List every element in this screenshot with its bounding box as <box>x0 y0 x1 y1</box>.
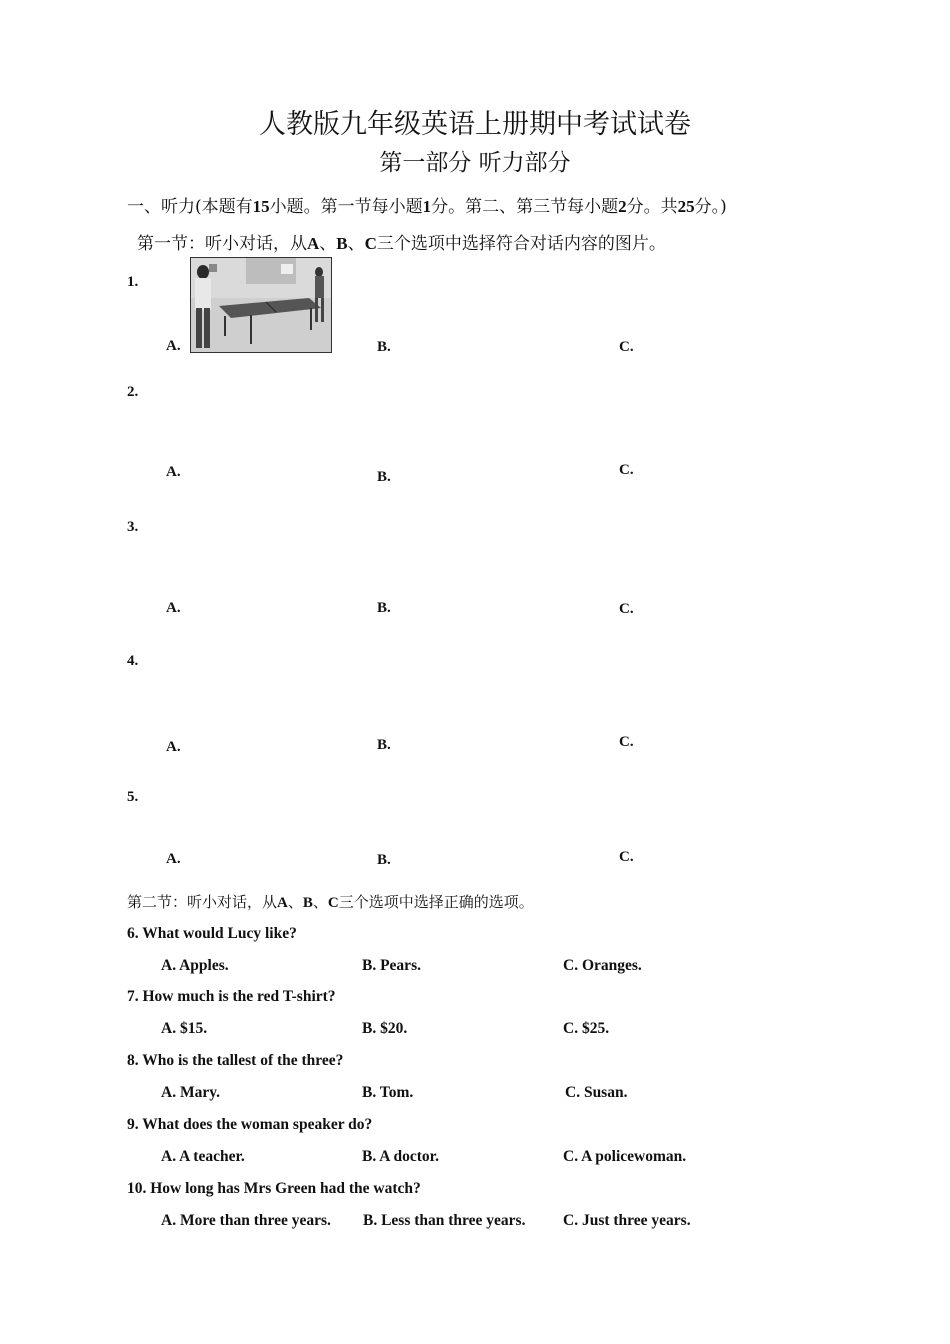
part1-n1: 15 <box>252 197 270 216</box>
question-text: 7. How much is the red T-shirt? <box>127 988 336 1005</box>
option-a: A. Mary. <box>161 1084 220 1101</box>
option-a-label: A. <box>166 338 181 354</box>
section2-sep1: 、 <box>287 893 303 911</box>
ping-pong-photo <box>190 257 332 353</box>
option-b: B. Tom. <box>362 1084 414 1101</box>
part1-mid3: 分。共 <box>626 197 678 217</box>
option-c: C. Oranges. <box>563 957 642 974</box>
section2-a: A <box>277 895 288 911</box>
section1-a: A <box>307 234 320 253</box>
part1-post: 分。) <box>694 197 727 217</box>
section2-post: 三个选项中选择正确的选项。 <box>338 893 534 911</box>
section1-sep2: 、 <box>347 234 365 254</box>
option-c-label: C. <box>619 601 634 617</box>
question-text: 10. How long has Mrs Green had the watch? <box>127 1180 421 1197</box>
picture-question-number: 5. <box>127 789 139 805</box>
part1-mid2: 分。第二、第三节每小题 <box>431 197 619 217</box>
option-b: B. Less than three years. <box>363 1212 526 1229</box>
part1-n4: 25 <box>677 197 695 216</box>
section1-b: B <box>336 234 348 253</box>
page-title: 人教版九年级英语上册期中考试试卷 <box>259 109 691 140</box>
page-subtitle: 第一部分 听力部分 <box>379 150 571 176</box>
section1-pre: 第一节：听小对话，从 <box>137 234 307 254</box>
option-b: B. $20. <box>362 1020 408 1037</box>
section2-sep2: 、 <box>312 893 328 911</box>
option-a: A. Apples. <box>161 957 229 974</box>
option-c: C. $25. <box>563 1020 610 1037</box>
question-text: 6. What would Lucy like? <box>127 925 297 942</box>
option-c: C. Just three years. <box>563 1212 691 1229</box>
option-a-label: A. <box>166 851 181 867</box>
section1-post: 三个选项中选择符合对话内容的图片。 <box>376 234 666 254</box>
part1-n2: 1 <box>422 197 432 216</box>
section2-c: C <box>327 895 339 911</box>
option-b-label: B. <box>377 737 391 753</box>
option-c: C. A policewoman. <box>563 1148 687 1165</box>
option-b-label: B. <box>377 852 391 868</box>
section2-b: B <box>302 895 313 911</box>
section1-sep1: 、 <box>319 234 337 254</box>
question-text: 9. What does the woman speaker do? <box>127 1116 373 1133</box>
option-c-label: C. <box>619 849 634 865</box>
picture-question-number: 4. <box>127 653 139 669</box>
picture-question-number: 3. <box>127 519 139 535</box>
part1-instructions <box>127 192 727 217</box>
option-c-label: C. <box>619 734 634 750</box>
part1-n3: 2 <box>618 197 627 216</box>
section1-instructions <box>137 229 666 254</box>
option-b-label: B. <box>377 339 391 355</box>
option-c-label: C. <box>619 339 634 355</box>
option-c-label: C. <box>619 462 634 478</box>
section2-pre: 第二节：听小对话，从 <box>127 893 278 911</box>
option-a: A. A teacher. <box>161 1148 245 1165</box>
option-a-label: A. <box>166 739 181 755</box>
option-b-label: B. <box>377 469 391 485</box>
ping-pong-illustration <box>191 258 331 352</box>
section1-c: C <box>364 234 377 253</box>
option-a-label: A. <box>166 600 181 616</box>
option-b-label: B. <box>377 600 391 616</box>
option-b: B. A doctor. <box>362 1148 439 1165</box>
picture-question-number: 2. <box>127 384 139 400</box>
question-text: 8. Who is the tallest of the three? <box>127 1052 344 1069</box>
part1-mid1: 小题。第一节每小题 <box>269 197 423 217</box>
option-a-label: A. <box>166 464 181 480</box>
option-c: C. Susan. <box>565 1084 628 1101</box>
picture-question-number: 1. <box>127 274 139 290</box>
option-b: B. Pears. <box>362 957 421 974</box>
part1-pre: 一、听力(本题有 <box>127 197 253 217</box>
option-a: A. $15. <box>161 1020 208 1037</box>
option-a: A. More than three years. <box>161 1212 331 1229</box>
section2-instructions <box>127 891 534 912</box>
